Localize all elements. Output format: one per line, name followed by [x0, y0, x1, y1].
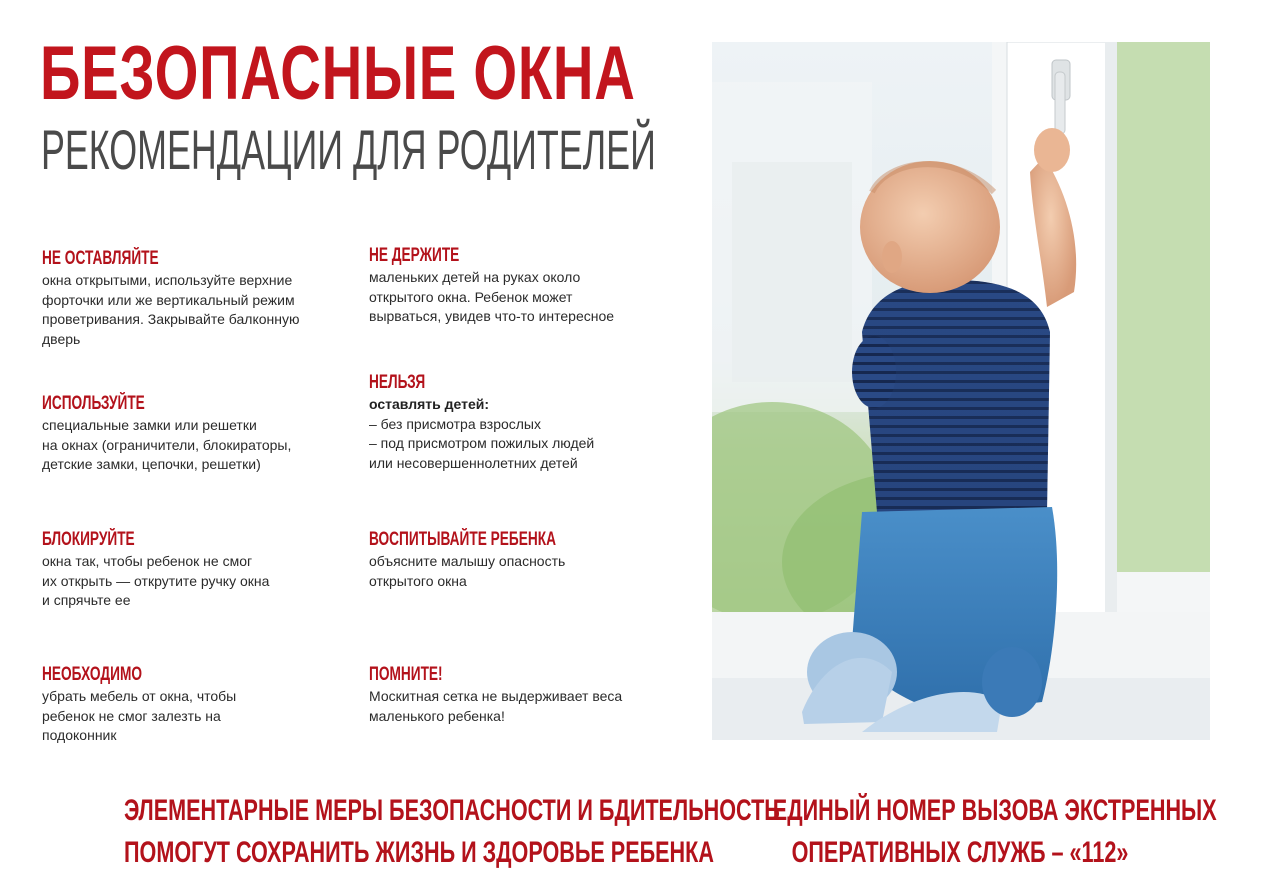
recommendation-heading: ВОСПИТЫВАЙТЕ РЕБЕНКА — [369, 529, 556, 550]
text-line: открытого окна — [369, 572, 467, 589]
recommendation-item — [42, 530, 342, 611]
text-line: окна открытыми, используйте верхние — [42, 272, 293, 288]
page-subtitle: РЕКОМЕНДАЦИИ ДЛЯ РОДИТЕЛЕЙ — [41, 118, 656, 181]
text-line: окна так, чтобы ребенок не смог — [42, 553, 253, 569]
recommendation-item — [369, 373, 669, 473]
recommendation-heading: НЕ ДЕРЖИТЕ — [369, 245, 460, 266]
recommendation-text — [369, 268, 669, 327]
text-line: объясните малышу опасность — [369, 553, 566, 569]
recommendation-heading: НЕ ОСТАВЛЯЙТЕ — [42, 248, 159, 269]
text-line: проветривания. Закрывайте балконную — [42, 311, 300, 327]
text-line: – без присмотра взрослых — [369, 415, 541, 432]
text-line: их открыть — открутите ручку окна — [42, 572, 270, 589]
recommendation-item — [369, 665, 669, 726]
recommendation-item — [42, 394, 342, 475]
recommendation-heading: ИСПОЛЬЗУЙТЕ — [42, 393, 145, 414]
text-line: или несовершеннолетних детей — [369, 454, 578, 471]
emergency-number-note — [772, 790, 1217, 874]
text-line: подоконник — [42, 727, 117, 743]
recommendation-text — [369, 552, 669, 591]
emergency-line: ЕДИНЫЙ НОМЕР ВЫЗОВА ЭКСТРЕННЫХ — [772, 794, 1217, 827]
baby-at-window-photo — [712, 42, 1210, 740]
recommendation-text — [42, 271, 342, 349]
text-line: маленьких детей на руках около — [369, 269, 581, 285]
text-line: детские замки, цепочки, решетки) — [42, 456, 261, 472]
text-line: форточки или же вертикальный режим — [42, 291, 295, 308]
recommendation-text — [42, 552, 342, 611]
text-lead: оставлять детей: — [369, 396, 490, 412]
text-line: Москитная сетка не выдерживает веса — [369, 688, 623, 704]
recommendation-item — [42, 249, 342, 349]
recommendation-item — [42, 665, 342, 746]
recommendation-text — [42, 416, 342, 475]
text-line: открытого окна. Ребенок может — [369, 288, 573, 305]
slogan-line: ПОМОГУТ СОХРАНИТЬ ЖИЗНЬ И ЗДОРОВЬЕ РЕБЕНКА — [123, 836, 714, 869]
page-title: БЕЗОПАСНЫЕ ОКНА — [40, 31, 636, 116]
recommendation-heading: НЕОБХОДИМО — [42, 664, 142, 685]
text-line: на окнах (ограничители, блокираторы, — [42, 436, 292, 453]
recommendation-heading: НЕЛЬЗЯ — [369, 372, 426, 393]
emergency-line: ОПЕРАТИВНЫХ СЛУЖБ – «112» — [791, 836, 1129, 869]
text-line: – под присмотром пожилых людей — [369, 435, 595, 451]
text-line: и спрячьте ее — [42, 592, 131, 608]
recommendation-text — [42, 687, 342, 746]
text-line: маленького ребенка! — [369, 707, 505, 724]
recommendation-text — [369, 395, 669, 473]
text-line: ребенок не смог залезть на — [42, 707, 221, 724]
baby-reaching-window-handle-icon — [712, 42, 1210, 740]
text-line: убрать мебель от окна, чтобы — [42, 688, 237, 704]
slogan-line: ЭЛЕМЕНТАРНЫЕ МЕРЫ БЕЗОПАСНОСТИ И БДИТЕЛЬНОСТЬ — [123, 794, 780, 827]
recommendation-item — [369, 530, 669, 591]
text-line: специальные замки или решетки — [42, 417, 257, 433]
recommendation-heading: ПОМНИТЕ! — [369, 664, 443, 685]
text-line: дверь — [42, 330, 81, 347]
recommendation-text — [369, 687, 669, 726]
recommendation-item — [369, 246, 669, 327]
text-line: вырваться, увидев что-то интересное — [369, 308, 615, 324]
recommendation-heading: БЛОКИРУЙТЕ — [42, 529, 135, 550]
safety-slogan — [123, 790, 780, 874]
